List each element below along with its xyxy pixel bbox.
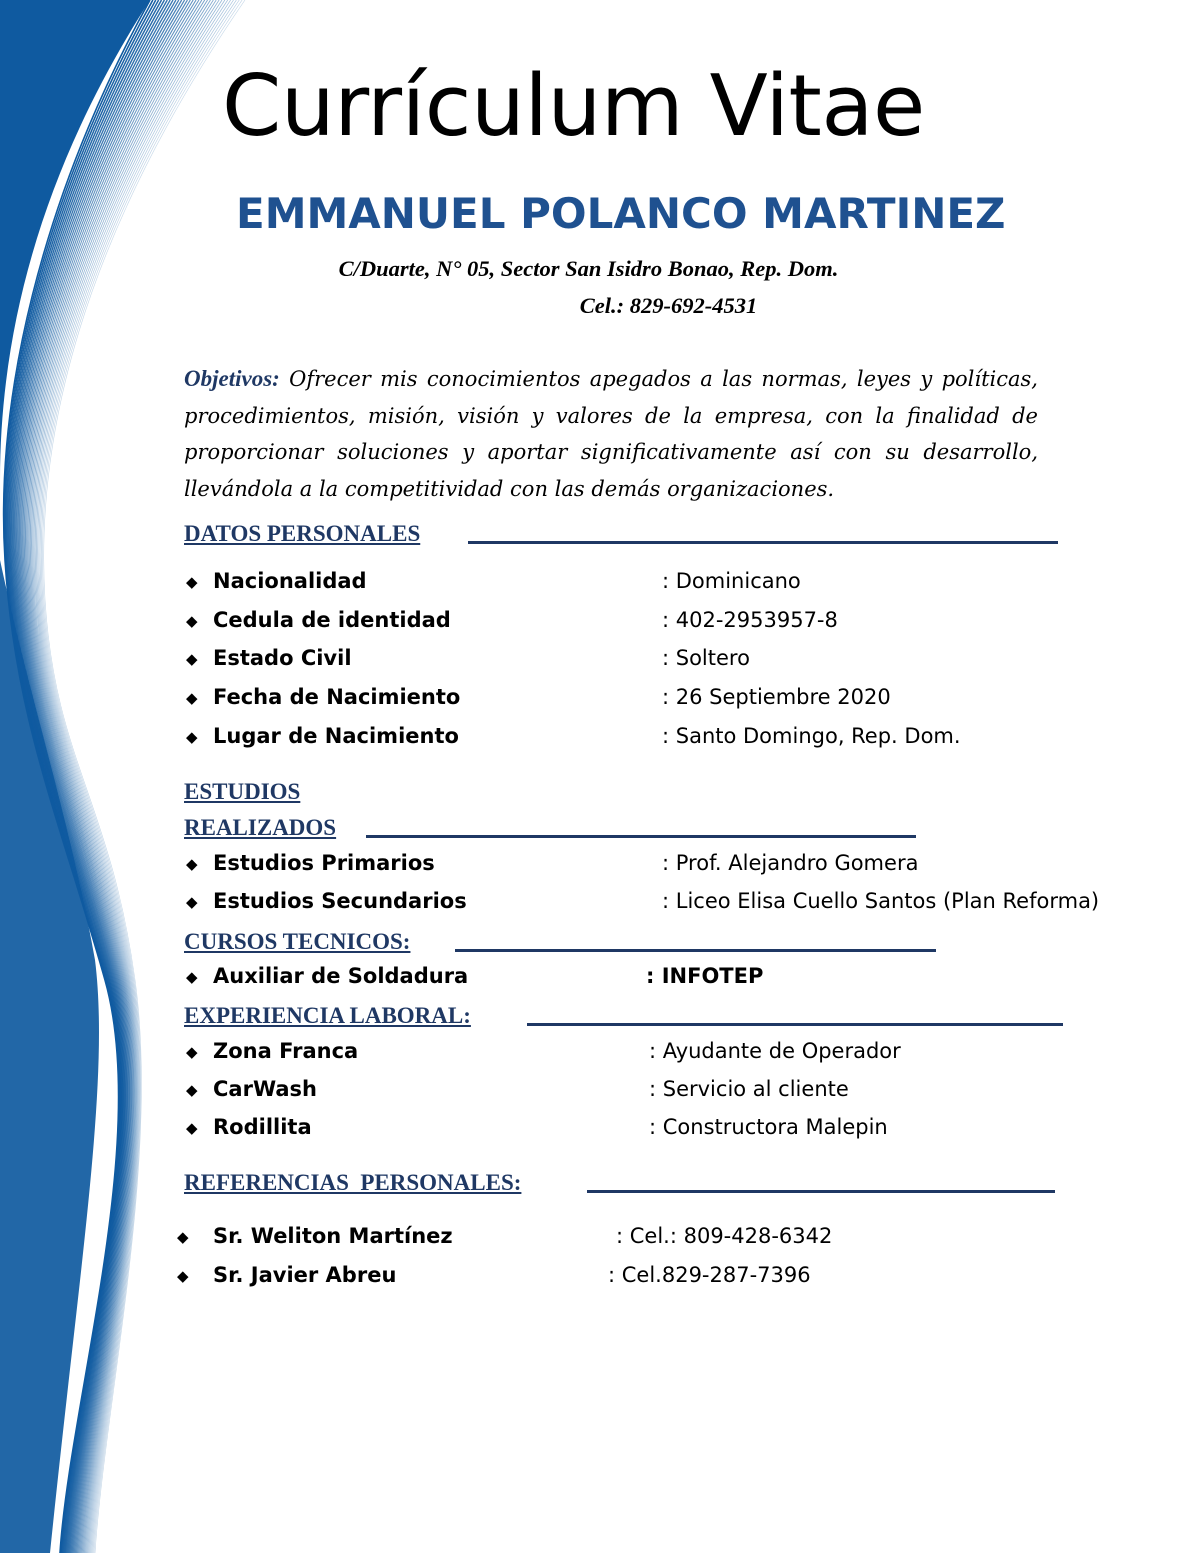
section-underline [468,541,1058,544]
candidate-name: EMMANUEL POLANCO MARTINEZ [236,189,1006,238]
section-title-references: REFERENCIAS PERSONALES: [184,1170,522,1195]
item-label: Zona Franca [213,1039,359,1063]
list-item [184,966,1144,996]
item-value: : Cel.: 809-428-6342 [616,1224,833,1248]
objective-label: Objetivos: [184,366,280,391]
item-value: : Prof. Alejandro Gomera [662,851,919,875]
item-label: Estudios Primarios [213,851,435,875]
item-label: Cedula de identidad [213,608,451,632]
diamond-bullet-icon: ◆ [186,1043,198,1061]
item-value: : INFOTEP [646,964,764,988]
diamond-bullet-icon: ◆ [186,855,198,873]
item-value: : Cel.829-287-7396 [608,1263,811,1287]
item-label: Estado Civil [213,646,352,670]
item-label: Sr. Weliton Martínez [213,1224,453,1248]
list-item [177,1224,1144,1256]
item-label: CarWash [213,1077,317,1101]
item-value: : 402-2953957-8 [662,608,838,632]
diamond-bullet-icon: ◆ [186,968,198,986]
list-item [184,687,1144,717]
diamond-bullet-icon: ◆ [186,1081,198,1099]
item-label: Auxiliar de Soldadura [213,964,469,988]
decorative-wave-border [0,0,260,1553]
list-item [184,853,1144,883]
item-label: Estudios Secundarios [213,889,467,913]
item-value: : Constructora Malepin [649,1115,888,1139]
item-value: : Dominicano [662,569,801,593]
diamond-bullet-icon: ◆ [186,650,198,668]
list-item [184,1079,1144,1109]
list-item [184,648,1144,678]
item-value: : Ayudante de Operador [649,1039,901,1063]
address-line: C/Duarte, N° 05, Sector San Isidro Bonao, Rep. Dom. [338,256,839,281]
objective-text: Ofrecer mis conocimientos apegados a las normas, leyes y políticas, procedimientos, misión, visión y valores de la empresa, con la finalidad de proporcionar soluciones y aportar significativamente así con su desarrollo, llevándola a la competitividad con las demás organizaciones. [184,367,1038,501]
item-value: : Soltero [662,646,750,670]
section-underline [587,1190,1055,1193]
section-underline [366,835,916,838]
diamond-bullet-icon: ◆ [186,573,198,591]
section-title-studies-2: REALIZADOS [184,815,337,840]
section-underline [455,949,936,952]
list-item [184,891,1144,921]
diamond-bullet-icon: ◆ [177,1267,189,1285]
section-title-studies-1: ESTUDIOS [184,779,301,804]
list-item [184,571,1144,601]
diamond-bullet-icon: ◆ [186,728,198,746]
section-underline [527,1023,1063,1026]
diamond-bullet-icon: ◆ [177,1228,189,1246]
diamond-bullet-icon: ◆ [186,893,198,911]
item-value: : Liceo Elisa Cuello Santos (Plan Reforma) [662,889,1100,913]
section-title-courses: CURSOS TECNICOS: [184,929,411,954]
diamond-bullet-icon: ◆ [186,689,198,707]
item-value: : 26 Septiembre 2020 [662,685,891,709]
diamond-bullet-icon: ◆ [186,1119,198,1137]
objective-paragraph [184,361,1038,507]
phone-line: Cel.: 829-692-4531 [579,293,758,318]
item-label: Nacionalidad [213,569,367,593]
item-label: Lugar de Nacimiento [213,724,459,748]
list-item [177,1263,1144,1295]
item-value: : Servicio al cliente [649,1077,849,1101]
diamond-bullet-icon: ◆ [186,612,198,630]
item-label: Fecha de Nacimiento [213,685,461,709]
page-title: Currículum Vitae [222,57,925,156]
section-title-experience: EXPERIENCIA LABORAL: [184,1003,471,1028]
list-item [184,726,1144,756]
list-item [184,610,1144,640]
list-item [184,1041,1144,1071]
item-value: : Santo Domingo, Rep. Dom. [662,724,961,748]
list-item [184,1117,1144,1147]
item-label: Sr. Javier Abreu [213,1263,397,1287]
section-title-personal: DATOS PERSONALES [184,521,421,546]
item-label: Rodillita [213,1115,312,1139]
